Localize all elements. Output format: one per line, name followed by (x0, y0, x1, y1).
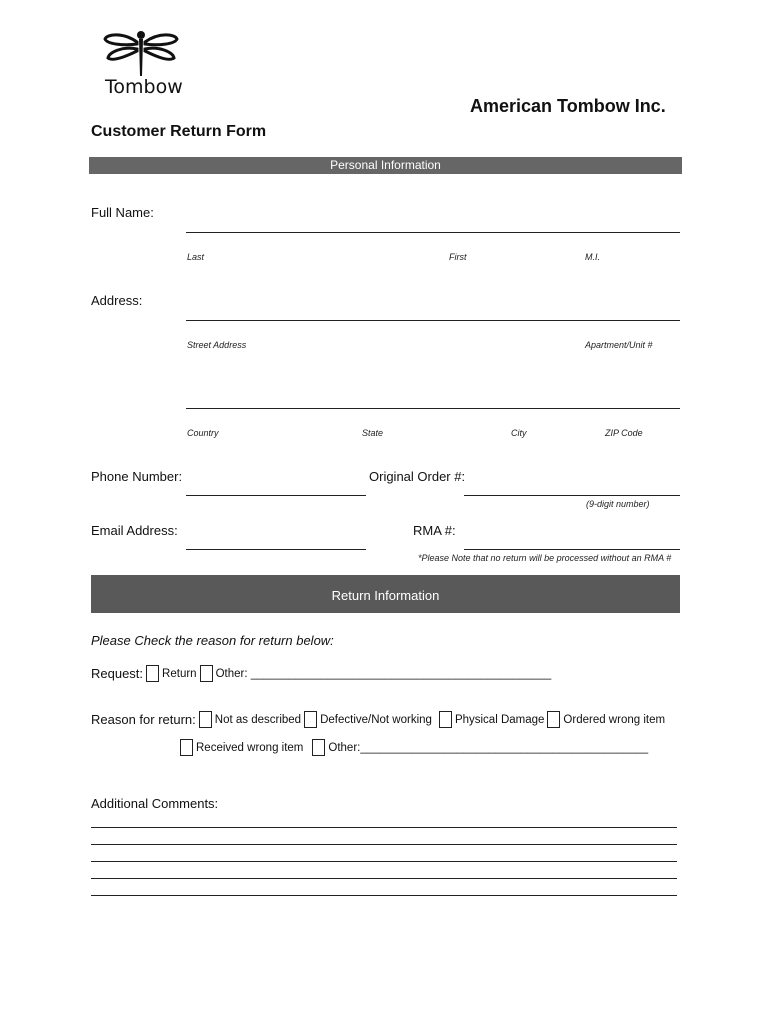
street-address-caption: Street Address (187, 340, 247, 350)
reason-row-2 (180, 739, 648, 756)
street-address-field[interactable] (186, 320, 680, 321)
form-title: Customer Return Form (91, 123, 267, 140)
reason-row (91, 711, 665, 728)
physical-damage-label: Physical Damage (454, 713, 545, 726)
full-name-field[interactable] (186, 232, 680, 233)
other-request-label[interactable]: Other: _______________________________________________ (215, 667, 552, 680)
country-caption: Country (187, 428, 219, 438)
ordered-wrong-label: Ordered wrong item (563, 713, 666, 726)
other-reason-checkbox[interactable] (312, 739, 325, 756)
zip-caption: ZIP Code (605, 428, 643, 438)
email-field[interactable] (186, 549, 366, 550)
received-wrong-checkbox[interactable] (180, 739, 193, 756)
comments-label: Additional Comments: (91, 796, 219, 811)
comment-line-3[interactable] (91, 861, 677, 862)
phone-field[interactable] (186, 495, 366, 496)
city-caption: City (511, 428, 527, 438)
physical-damage-checkbox[interactable] (439, 711, 452, 728)
reason-label: Reason for return: (91, 712, 196, 727)
return-info-header: Return Information (91, 575, 680, 613)
country-state-city-zip-field[interactable] (186, 408, 680, 409)
order-number-hint: (9-digit number) (586, 499, 650, 509)
apartment-caption: Apartment/Unit # (585, 340, 653, 350)
other-request-checkbox[interactable] (200, 665, 213, 682)
personal-info-header: Personal Information (89, 157, 682, 174)
comment-line-1[interactable] (91, 827, 677, 828)
phone-label: Phone Number: (91, 469, 183, 484)
state-caption: State (362, 428, 384, 438)
first-name-caption: First (449, 252, 467, 262)
tombow-dragonfly-logo (103, 30, 179, 78)
rma-field[interactable] (464, 549, 680, 550)
rma-note: *Please Note that no return will be processed without an RMA # (418, 553, 672, 563)
ordered-wrong-checkbox[interactable] (547, 711, 560, 728)
email-label: Email Address: (91, 523, 178, 538)
request-label: Request: (91, 666, 144, 681)
order-number-label: Original Order #: (369, 469, 466, 484)
return-option-label: Return (162, 667, 197, 680)
not-described-label: Not as described (214, 713, 302, 726)
middle-initial-caption: M.I. (585, 252, 600, 262)
last-name-caption: Last (187, 252, 205, 262)
address-label: Address: (91, 293, 143, 308)
comment-line-5[interactable] (91, 895, 677, 896)
logo-text: Tombow (105, 76, 183, 98)
full-name-label: Full Name: (91, 205, 154, 220)
return-checkbox[interactable] (146, 665, 159, 682)
order-number-field[interactable] (464, 495, 680, 496)
request-row (91, 665, 551, 682)
rma-label: RMA #: (413, 523, 456, 538)
comment-line-2[interactable] (91, 844, 677, 845)
received-wrong-label: Received wrong item (196, 741, 304, 754)
other-reason-label[interactable]: Other:_____________________________________________ (328, 741, 649, 754)
comment-line-4[interactable] (91, 878, 677, 879)
company-name: American Tombow Inc. (470, 96, 666, 116)
return-instruction: Please Check the reason for return below: (91, 633, 334, 648)
defective-checkbox[interactable] (304, 711, 317, 728)
defective-label: Defective/Not working (320, 713, 432, 726)
not-described-checkbox[interactable] (199, 711, 212, 728)
